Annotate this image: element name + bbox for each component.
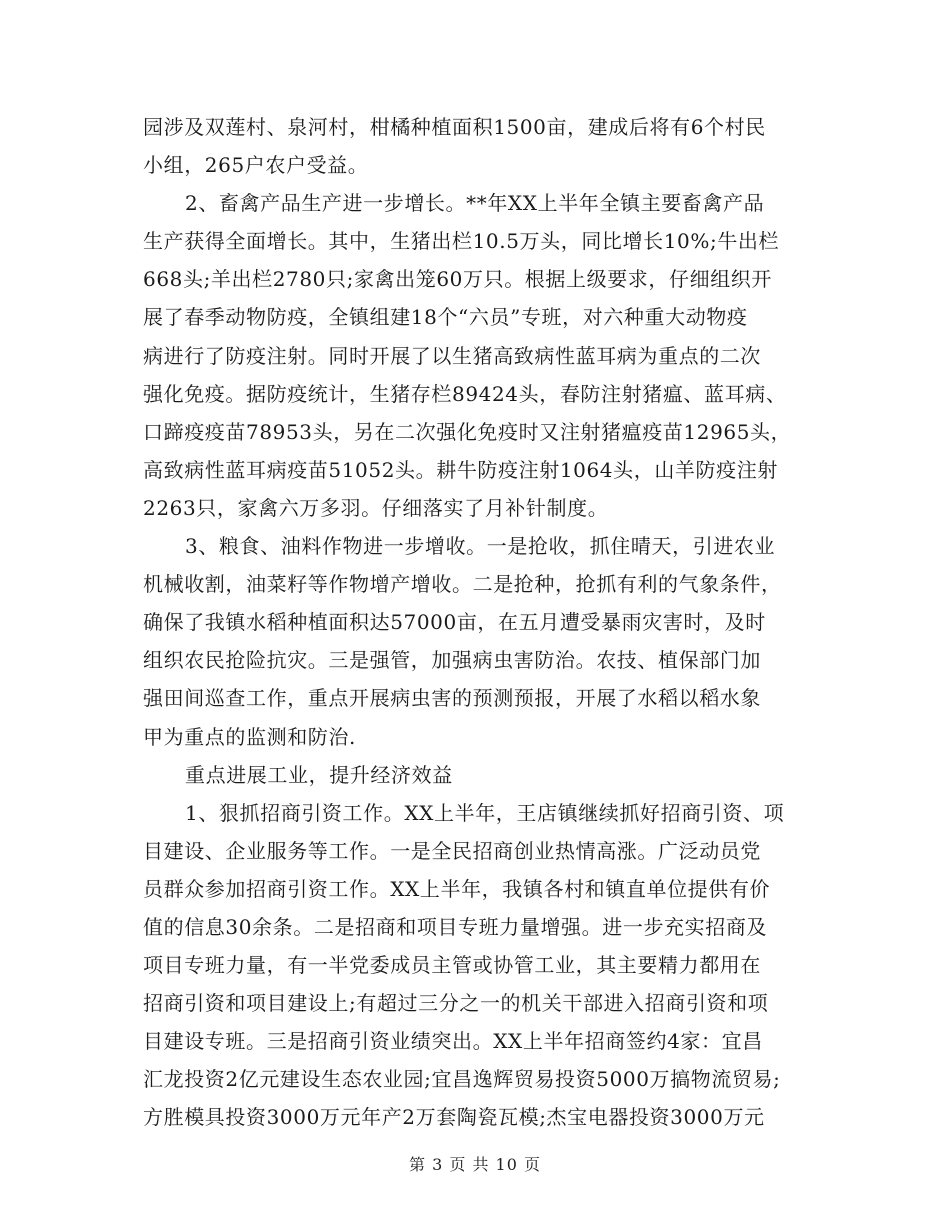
text-line: 园涉及双莲村、泉河村，柑橘种植面积1500亩，建成后将有6个村民 xyxy=(143,115,766,139)
text-line: 项目专班力量，有一半党委成员主管或协管工业，其主要精力都用在 xyxy=(143,953,761,978)
document-body xyxy=(143,108,823,1137)
text-line: 重点进展工业，提升经济效益 xyxy=(185,762,453,787)
text-line: 小组，265户农户受益。 xyxy=(143,153,369,178)
text-line: 1、狠抓招商引资工作。XX上半年，王店镇继续抓好招商引资、项 xyxy=(185,800,785,825)
text-line: 2、畜禽产品生产进一步增长。**年XX上半年全镇主要畜禽产品 xyxy=(185,191,765,216)
text-line: 2263只，家禽六万多羽。仔细落实了月补针制度。 xyxy=(143,495,609,520)
text-line: 强化免疫。据防疫统计，生猪存栏89424头，春防注射猪瘟、蓝耳病、 xyxy=(143,381,787,406)
text-line: 值的信息30余条。二是招商和项目专班力量增强。进一步充实招商及 xyxy=(143,914,768,939)
text-line: 甲为重点的监测和防治. xyxy=(143,724,356,749)
page-number-footer: 第 3 页 共 10 页 xyxy=(409,1155,541,1174)
text-line: 高致病性蓝耳病疫苗51052头。耕牛防疫注射1064头，山羊防疫注射 xyxy=(143,457,778,482)
text-line: 口蹄疫疫苗78953头，另在二次强化免疫时又注射猪瘟疫苗12965头， xyxy=(143,419,792,444)
text-line: 目建设、企业服务等工作。一是全民招商创业热情高涨。广泛动员党 xyxy=(143,838,761,863)
text-line: 展了春季动物防疫，全镇组建18个“六员”专班，对六种重大动物疫 xyxy=(143,305,748,330)
text-line: 汇龙投资2亿元建设生态农业园;宜昌逸辉贸易投资5000万搞物流贸易; xyxy=(143,1067,781,1092)
text-line: 强田间巡查工作，重点开展病虫害的预测预报，开展了水稻以稻水象 xyxy=(143,686,761,711)
text-line: 员群众参加招商引资工作。XX上半年，我镇各村和镇直单位提供有价 xyxy=(143,876,771,901)
text-line: 组织农民抢险抗灾。三是强管，加强病虫害防治。农技、植保部门加 xyxy=(143,648,761,673)
text-line: 3、粮食、油料作物进一步增收。一是抢收，抓住晴天，引进农业 xyxy=(185,534,776,559)
text-line: 机械收割，油菜籽等作物增产增收。二是抢种，抢抓有利的气象条件， xyxy=(143,572,782,597)
text-line: 生产获得全面增长。其中，生猪出栏10.5万头，同比增长10%;牛出栏 xyxy=(143,229,780,254)
text-line: 目建设专班。三是招商引资业绩突出。XX上半年招商签约4家：宜昌 xyxy=(143,1029,763,1054)
text-line: 病进行了防疫注射。同时开展了以生猪高致病性蓝耳病为重点的二次 xyxy=(143,343,761,368)
text-line: 确保了我镇水稻种植面积达57000亩，在五月遭受暴雨灾害时，及时 xyxy=(143,610,766,635)
text-line: 方胜模具投资3000万元年产2万套陶瓷瓦模;杰宝电器投资3000万元 xyxy=(143,1105,765,1130)
text-line: 668头;羊出栏2780只;家禽出笼60万只。根据上级要求，仔细组织开 xyxy=(143,267,772,292)
text-line: 招商引资和项目建设上;有超过三分之一的机关干部进入招商引资和项 xyxy=(143,991,769,1016)
